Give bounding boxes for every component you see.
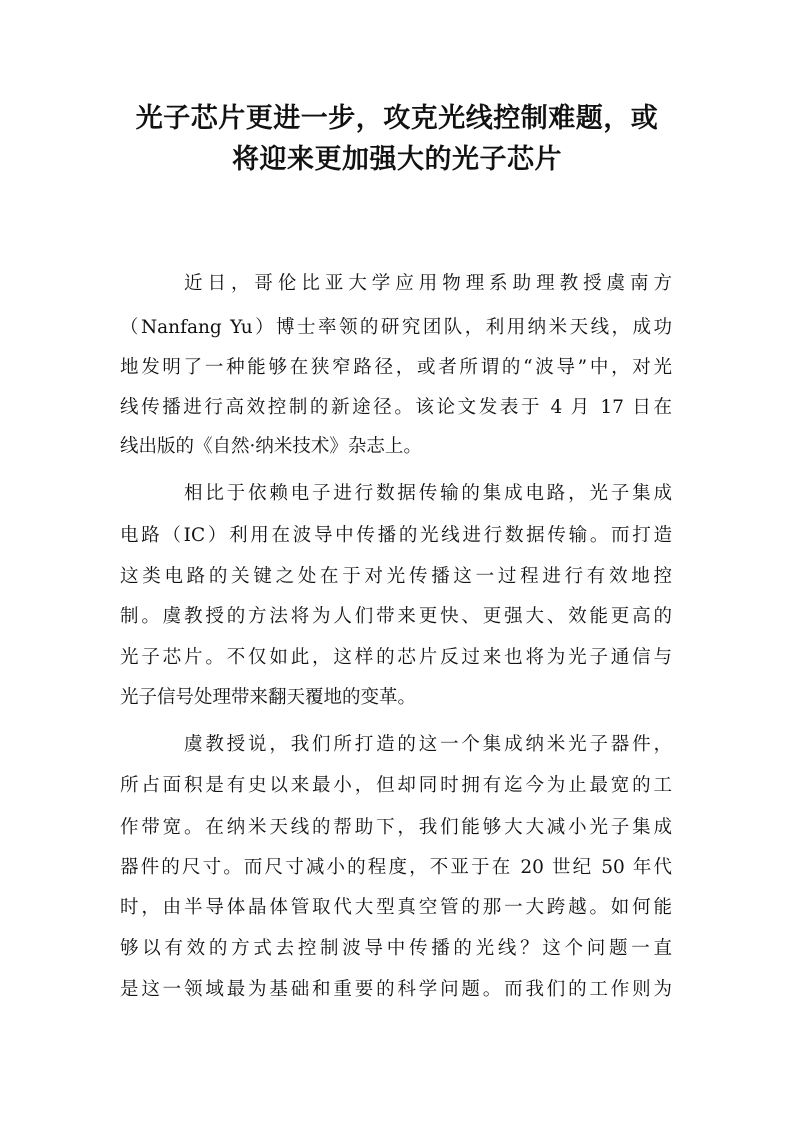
paragraph-line: 作带宽。在纳米天线的帮助下，我们能够大大减小光子集成 xyxy=(120,817,672,838)
paragraph-line: 地发明了一种能够在狭窄路径，或者所谓的“波导”中，对光 xyxy=(120,357,672,378)
paragraph-line: 这类电路的关键之处在于对光传播这一过程进行有效地控 xyxy=(120,566,672,587)
paragraph-line: 电路（IC）利用在波导中传播的光线进行数据传输。而打造 xyxy=(120,525,672,546)
paragraph-line: 制。虞教授的方法将为人们带来更快、更强大、效能更高的 xyxy=(120,606,672,627)
paragraph-line: 虞教授说，我们所打造的这一个集成纳米光子器件， xyxy=(184,734,672,755)
paragraph-line: 线出版的《自然·纳米技术》杂志上。 xyxy=(120,436,422,457)
paragraph-line: （Nanfang Yu）博士率领的研究团队，利用纳米天线，成功 xyxy=(120,317,672,338)
paragraph-line: 器件的尺寸。而尺寸减小的程度，不亚于在 20 世纪 50 年代 xyxy=(120,857,672,878)
paragraph-line: 所占面积是有史以来最小，但却同时拥有迄今为止最宽的工 xyxy=(120,775,672,796)
paragraph-line: 相比于依赖电子进行数据传输的集成电路，光子集成 xyxy=(184,483,672,504)
paragraph-line: 够以有效的方式去控制波导中传播的光线？这个问题一直 xyxy=(120,938,672,959)
paragraph-line: 时，由半导体晶体管取代大型真空管的那一大跨越。如何能 xyxy=(120,897,672,918)
paragraph-line: 是这一领域最为基础和重要的科学问题。而我们的工作则为 xyxy=(120,979,672,1000)
paragraph-line: 光子芯片。不仅如此，这样的芯片反过来也将为光子通信与 xyxy=(120,647,672,668)
paragraph-line: 光子信号处理带来翻天覆地的变革。 xyxy=(120,687,417,708)
paragraph-line: 近日，哥伦比亚大学应用物理系助理教授虞南方 xyxy=(184,273,672,294)
document-title-line-2: 将迎来更加强大的光子芯片 xyxy=(232,144,562,175)
document-title-line-1: 光子芯片更进一步，攻克光线控制难题，或 xyxy=(135,103,659,134)
paragraph-line: 线传播进行高效控制的新途径。该论文发表于 4 月 17 日在 xyxy=(120,397,672,418)
